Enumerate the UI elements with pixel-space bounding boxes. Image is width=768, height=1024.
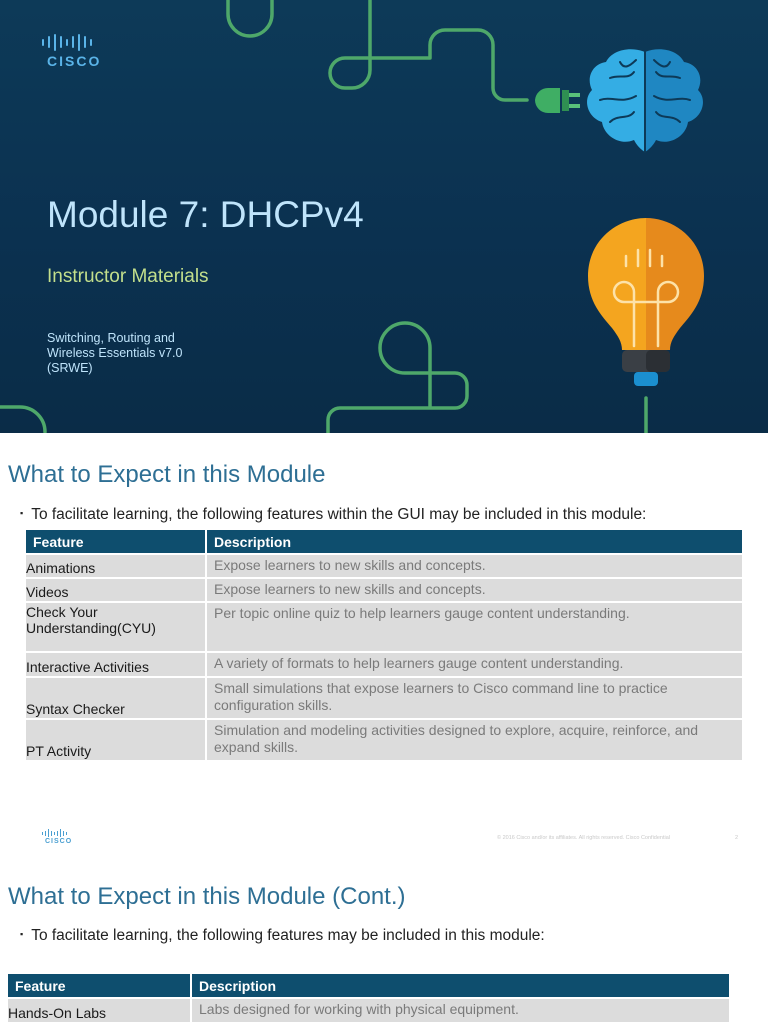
description-cell: Per topic online quiz to help learners gauge content understanding. <box>206 602 743 652</box>
cisco-logo <box>42 33 110 73</box>
table-row <box>26 578 743 602</box>
power-plug-icon <box>535 88 580 113</box>
feature-cell: Check Your Understanding(CYU) <box>26 602 206 652</box>
description-cell: Labs designed for working with physical equipment. <box>191 998 730 1022</box>
course-info <box>47 331 247 376</box>
column-header-feature: Feature <box>8 974 191 998</box>
feature-cell: Animations <box>26 554 206 578</box>
column-header-description: Description <box>206 530 743 554</box>
bullet-text: To facilitate learning, the following features may be included in this module: <box>31 927 545 944</box>
description-cell: Small simulations that expose learners to Cisco command line to practice configuration skills. <box>206 677 743 719</box>
brain-icon <box>587 49 703 152</box>
table-header-row <box>26 530 743 554</box>
light-bulb-icon <box>588 218 704 386</box>
table-row <box>8 998 730 1022</box>
circuit-line-left <box>0 407 45 432</box>
features-cont-slide <box>0 853 768 1024</box>
feature-cell: PT Activity <box>26 719 206 760</box>
cisco-logo-text: CISCO <box>47 53 102 69</box>
table-row <box>26 602 743 652</box>
circuit-line-bottom <box>328 323 467 433</box>
description-cell: Expose learners to new skills and concepts. <box>206 578 743 602</box>
footer-page-number: 2 <box>735 835 739 841</box>
features-cont-table <box>8 974 731 1022</box>
footer-cisco-logo <box>42 829 72 849</box>
description-cell: Expose learners to new skills and concepts. <box>206 554 743 578</box>
footer-copyright: © 2016 Cisco and/or its affiliates. All rights reserved. Cisco Confidential <box>497 835 671 841</box>
description-cell: A variety of formats to help learners gauge content understanding. <box>206 652 743 677</box>
bullet-intro <box>20 506 646 524</box>
feature-cell: Syntax Checker <box>26 677 206 719</box>
cisco-bars-icon <box>42 829 72 837</box>
course-line: (SRWE) <box>47 361 93 375</box>
column-header-description: Description <box>191 974 730 998</box>
table-row <box>26 719 743 760</box>
course-line: Switching, Routing and <box>47 331 175 345</box>
slide-title: Module 7: DHCPv4 <box>47 194 364 235</box>
table-row <box>26 554 743 578</box>
feature-cell: Interactive Activities <box>26 652 206 677</box>
cisco-bars-icon <box>42 33 110 51</box>
slide-heading: What to Expect in this Module <box>8 461 326 488</box>
table-header-row <box>8 974 730 998</box>
course-line: Wireless Essentials v7.0 <box>47 346 183 360</box>
bullet-icon: ▪ <box>20 508 24 518</box>
features-slide <box>0 433 768 853</box>
column-header-feature: Feature <box>26 530 206 554</box>
description-cell: Simulation and modeling activities designed to explore, acquire, reinforce, and expand skills. <box>206 719 743 760</box>
table-row <box>26 652 743 677</box>
feature-cell: Videos <box>26 578 206 602</box>
footer-logo-text: CISCO <box>45 838 73 845</box>
feature-cell: Hands-On Labs <box>8 998 191 1022</box>
title-slide <box>0 0 768 433</box>
features-table <box>26 530 744 760</box>
bullet-text: To facilitate learning, the following features within the GUI may be included in this module: <box>31 506 647 523</box>
table-row <box>26 677 743 719</box>
circuit-line-top-loop <box>228 0 272 36</box>
bullet-intro <box>20 927 545 945</box>
bullet-icon: ▪ <box>20 929 24 939</box>
slide-heading: What to Expect in this Module (Cont.) <box>8 883 406 910</box>
slide-subtitle: Instructor Materials <box>47 266 209 287</box>
circuit-line-plug <box>330 0 527 100</box>
